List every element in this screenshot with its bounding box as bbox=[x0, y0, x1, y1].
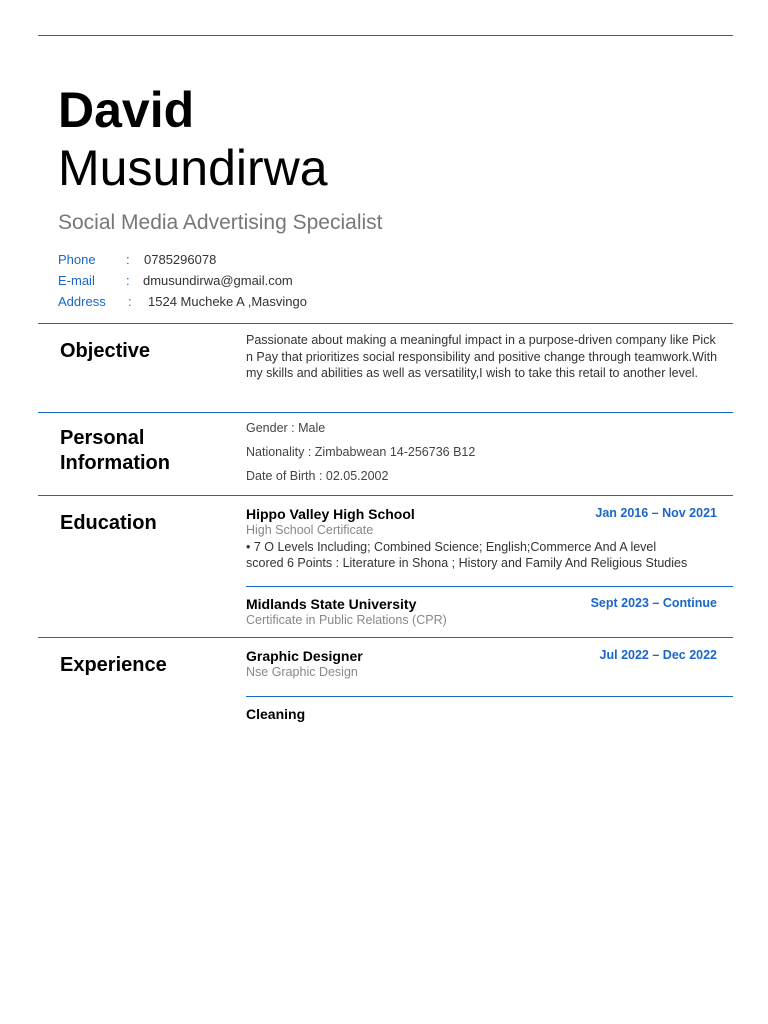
gender-line: Gender : Male bbox=[246, 421, 326, 435]
phone-label: Phone bbox=[58, 252, 96, 267]
address-separator: : bbox=[128, 294, 132, 309]
education-heading: Education bbox=[60, 512, 157, 534]
top-divider bbox=[38, 35, 733, 36]
last-name: Musundirwa bbox=[58, 140, 328, 196]
education-dates: Jan 2016 – Nov 2021 bbox=[595, 506, 717, 520]
email-label: E-mail bbox=[58, 273, 95, 288]
personal-heading-line1: Personal bbox=[60, 427, 145, 449]
education-qualification: Certificate in Public Relations (CPR) bbox=[246, 613, 447, 627]
education-details-line2: scored 6 Points : Literature in Shona ; History and Family And Religious Studies bbox=[246, 556, 688, 570]
experience-entry-divider bbox=[246, 696, 733, 697]
experience-role: Cleaning bbox=[246, 706, 306, 722]
phone-separator: : bbox=[126, 252, 130, 267]
experience-dates: Jul 2022 – Dec 2022 bbox=[599, 648, 717, 662]
job-title: Social Media Advertising Specialist bbox=[58, 211, 383, 234]
education-school: Hippo Valley High School bbox=[246, 506, 415, 522]
objective-text: Passionate about making a meaningful impact in a purpose-driven company like Pick n Pay that prioritizes social responsibility and positive change through teamwork.With my skills and abilities as well as versatility,I wish to take this retail to another level. bbox=[246, 333, 718, 380]
experience-heading: Experience bbox=[60, 654, 167, 676]
objective-heading: Objective bbox=[60, 340, 151, 362]
education-school: Midlands State University bbox=[246, 596, 417, 612]
dob-line: Date of Birth : 02.05.2002 bbox=[246, 469, 389, 483]
personal-heading-line2: Information bbox=[60, 452, 170, 474]
email-separator: : bbox=[126, 273, 130, 288]
experience-divider bbox=[38, 637, 733, 638]
education-entry-divider bbox=[246, 586, 733, 587]
objective-divider bbox=[38, 323, 733, 324]
first-name: David bbox=[58, 82, 195, 138]
personal-divider bbox=[38, 412, 733, 413]
experience-company: Nse Graphic Design bbox=[246, 665, 358, 679]
education-qualification: High School Certificate bbox=[246, 523, 374, 537]
education-divider bbox=[38, 495, 733, 496]
email-value: dmusundirwa@gmail.com bbox=[143, 273, 293, 288]
phone-value: 0785296078 bbox=[144, 252, 217, 267]
address-label: Address bbox=[58, 294, 106, 309]
education-dates: Sept 2023 – Continue bbox=[590, 596, 717, 610]
address-value: 1524 Mucheke A ,Masvingo bbox=[148, 294, 307, 309]
education-details-line1: • 7 O Levels Including; Combined Science; English;Commerce And A level bbox=[246, 540, 657, 554]
nationality-line: Nationality : Zimbabwean 14-256736 B12 bbox=[246, 445, 476, 459]
experience-role: Graphic Designer bbox=[246, 648, 363, 664]
